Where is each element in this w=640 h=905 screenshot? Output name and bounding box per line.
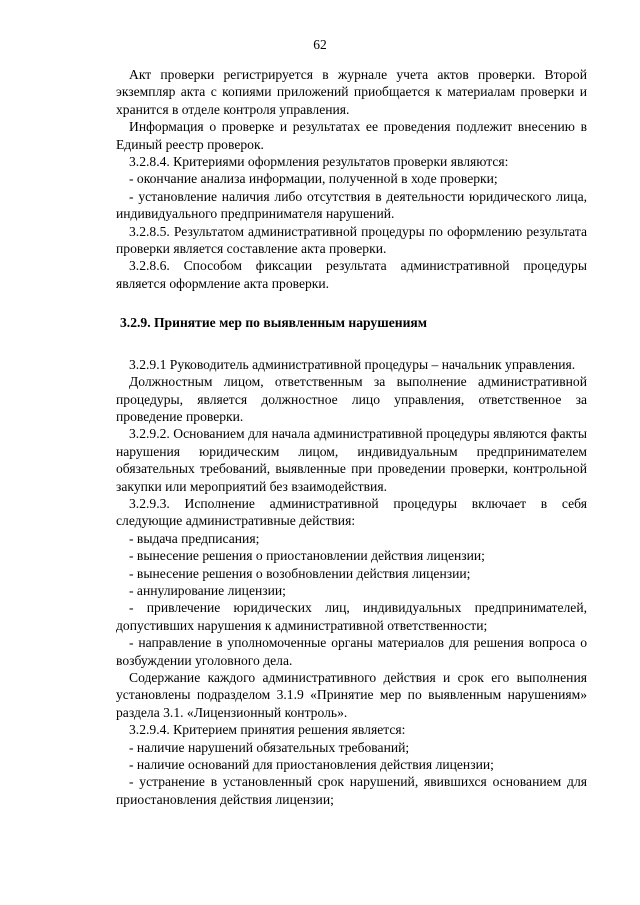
paragraph-3-2-9-1: 3.2.9.1 Руководитель административной процедуры – начальник управления. [129, 356, 576, 372]
paragraph-3-2-9-2: 3.2.9.2. Основанием для начала административной процедуры являются факты нарушения юридическим лицом, индивидуальным предпринимателем обязательных требований, выявленные при проведении проверки, контрольной закупки или мероприятий без взаимодействия. [116, 426, 587, 494]
paragraph-registry-info: Информация о проверке и результатах ее проведения подлежит внесению в Единый реестр проверок. [116, 119, 587, 152]
list-item: - окончание анализа информации, полученной в ходе проверки; [129, 171, 498, 187]
list-item: - вынесение решения о приостановлении действия лицензии; [129, 548, 485, 564]
section-heading: 3.2.9. Принятие мер по выявленным нарушениям [120, 315, 428, 331]
list-item: - привлечение юридических лиц, индивидуальных предпринимателей, допустивших нарушения к административной ответственности; [116, 600, 587, 633]
list-item: - аннулирование лицензии; [129, 582, 286, 598]
paragraph-3-2-8-6: 3.2.8.6. Способом фиксации результата административной процедуры является оформление акта проверки. [116, 258, 587, 291]
paragraph-action-content: Содержание каждого административного действия и срок его выполнения установлены подразделом 3.1.9 «Принятие мер по выявленным нарушениям» раздела 3.1. «Лицензионный контроль». [116, 670, 587, 720]
list-item: - наличие нарушений обязательных требований; [129, 739, 410, 755]
list-item: - наличие оснований для приостановления действия лицензии; [129, 757, 494, 773]
list-item: - устранение в установленный срок нарушений, явившихся основанием для приостановления действия лицензии; [116, 774, 587, 807]
paragraph-3-2-9-3: 3.2.9.3. Исполнение административной процедуры включает в себя следующие административные действия: [116, 495, 587, 529]
list-item: - установление наличия либо отсутствия в деятельности юридического лица, индивидуального предпринимателя нарушений. [116, 188, 587, 222]
paragraph-responsible-official: Должностным лицом, ответственным за выполнение административной процедуры, является должностное лицо управления, ответственное за проведение проверки. [116, 374, 587, 424]
paragraph-3-2-8-5: 3.2.8.5. Результатом административной процедуры по оформлению результата проверки является составление акта проверки. [116, 223, 587, 257]
page-number: 62 [313, 37, 327, 52]
paragraph-3-2-9-4: 3.2.9.4. Критерием принятия решения является: [129, 722, 406, 738]
list-item: - выдача предписания; [129, 530, 260, 546]
list-item: - направление в уполномоченные органы материалов для решения вопроса о возбуждении уголовного дела. [116, 635, 587, 668]
paragraph-act-registration: Акт проверки регистрируется в журнале учета актов проверки. Второй экземпляр акта с копиями приложений приобщается к материалам проверки и хранится в отделе контроля управления. [116, 67, 587, 117]
list-item: - вынесение решения о возобновлении действия лицензии; [129, 565, 471, 581]
document-body [116, 66, 587, 808]
paragraph-3-2-8-4: 3.2.8.4. Критериями оформления результатов проверки являются: [129, 154, 509, 170]
